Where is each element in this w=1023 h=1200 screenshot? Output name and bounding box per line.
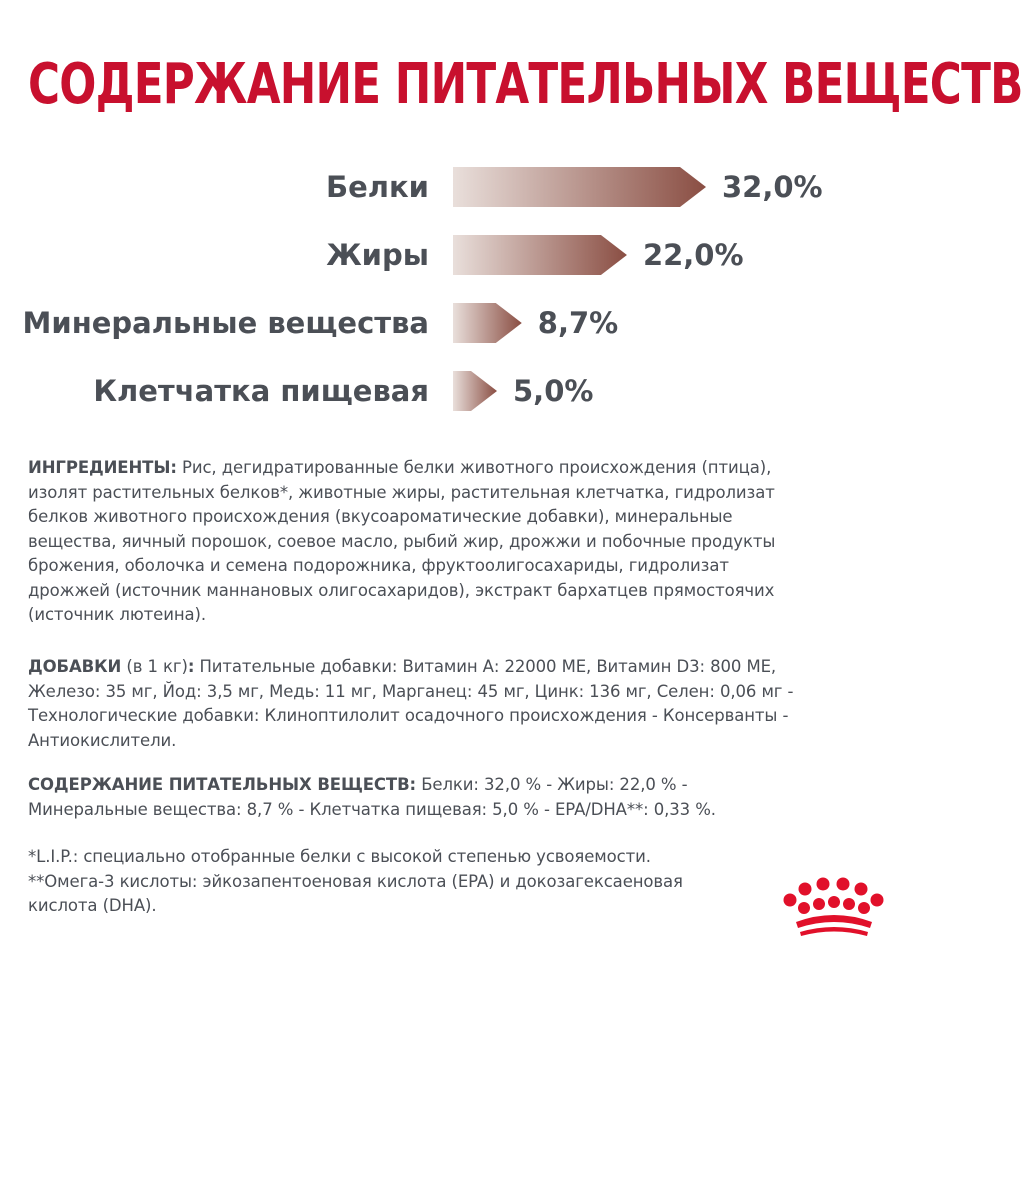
ingredients-line: дрожжей (источник маннановых олигосахаридов), экстракт бархатцев прямостоячих <box>28 580 775 600</box>
additives-line: Железо: 35 мг, Йод: 3,5 мг, Медь: 11 мг, Марганец: 45 мг, Цинк: 136 мг, Селен: 0,06 мг - <box>28 681 794 701</box>
additives-line: Питательные добавки: Витамин А: 22000 МЕ, Витамин D3: 800 МЕ, <box>194 657 777 676</box>
ingredients-line: брожения, оболочка и семена подорожника, фруктоолигосахариды, гидролизат <box>28 556 729 575</box>
footnote-line: *L.I.P.: специально отобранные белки с высокой степенью усвояемости. <box>28 847 651 866</box>
nutrients-line: Минеральные вещества: 8,7 % - Клетчатка пищевая: 5,0 % - EPA/DHA**: 0,33 %. <box>28 799 716 819</box>
ingredients-line: изолят растительных белков*, животные жиры, растительная клетчатка, гидролизат <box>28 482 775 502</box>
royal-canin-crown-logo-icon <box>782 878 886 940</box>
nutrients-line: Белки: 32,0 % - Жиры: 22,0 % - <box>416 775 688 794</box>
footnote-line: **Омега-3 кислоты: эйкозапентоеновая кислота (EPA) и докозагексаеновая <box>28 871 683 891</box>
ingredients-heading: ИНГРЕДИЕНТЫ: <box>28 458 177 477</box>
value-label: 22,0% <box>642 238 744 272</box>
footnotes-section <box>28 845 788 919</box>
additives-line: Антиокислители. <box>28 730 177 750</box>
nutrient-bar-chart <box>0 150 900 430</box>
additives-heading: ДОБАВКИ <box>28 657 122 676</box>
ingredients-line: Рис, дегидратированные белки животного происхождения (птица), <box>176 458 772 477</box>
ingredients-section <box>28 456 888 628</box>
category-label: Жиры <box>326 238 429 272</box>
bar <box>453 371 497 411</box>
bar <box>453 303 522 343</box>
footnote-line: кислота (DHA). <box>28 896 157 915</box>
chart-title: СОДЕРЖАНИЕ ПИТАТЕЛЬНЫХ ВЕЩЕСТВ <box>28 52 1023 117</box>
category-label: Белки <box>325 170 429 204</box>
additives-line: Технологические добавки: Клиноптилолит осадочного происхождения - Консерванты - <box>28 706 789 725</box>
bar <box>453 235 627 275</box>
ingredients-line: (источник лютеина). <box>28 605 207 624</box>
category-label: Минеральные вещества <box>22 306 429 340</box>
ingredients-line: вещества, яичный порошок, соевое масло, рыбий жир, дрожжи и побочные продукты <box>28 531 776 551</box>
nutrients-heading: СОДЕРЖАНИЕ ПИТАТЕЛЬНЫХ ВЕЩЕСТВ: <box>28 775 417 794</box>
category-label: Клетчатка пищевая <box>93 374 429 408</box>
additives-subheading: (в 1 кг) <box>121 657 188 676</box>
value-label: 8,7% <box>537 306 619 340</box>
additives-section <box>28 655 888 753</box>
value-label: 32,0% <box>722 170 823 204</box>
ingredients-line: белков животного происхождения (вкусоароматические добавки), минеральные <box>28 507 733 526</box>
value-label: 5,0% <box>513 374 594 408</box>
additives-colon: : <box>187 657 195 676</box>
bar <box>453 167 706 207</box>
nutrients-section <box>28 773 888 822</box>
